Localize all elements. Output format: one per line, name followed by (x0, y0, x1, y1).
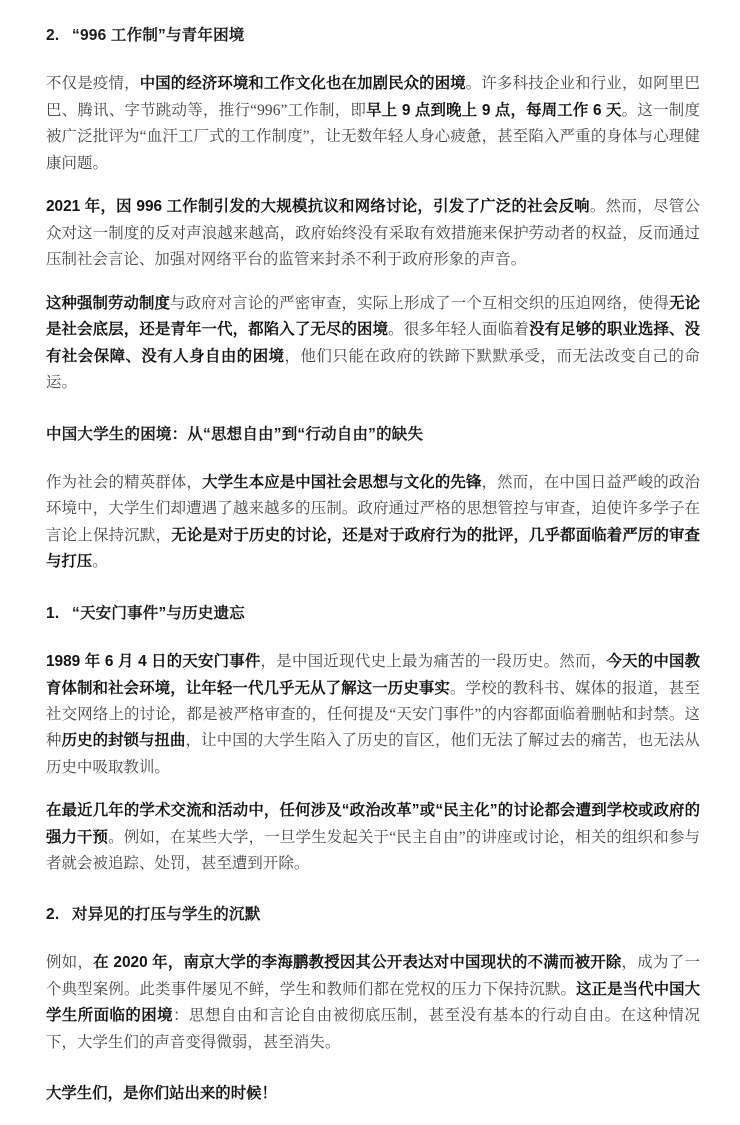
paragraph-2021-protest (46, 194, 700, 273)
text-run: 作为社会的精英群体， (46, 473, 203, 491)
paragraph-academic-interference (46, 798, 700, 877)
emphasis-run: 1989 年 6 月 4 日的天安门事件 (46, 653, 261, 671)
spacer (46, 397, 700, 423)
emphasis-run: 大学生本应是中国社会思想与文化的先锋 (202, 473, 482, 491)
section-heading-text: “996 工作制”与青年困境 (72, 27, 245, 44)
spacer (46, 446, 700, 470)
text-run: 。然而，尽管公众对这一制度的反对声浪越来越高，政府始终没有采取有效措施来保护劳动者的权益，反而通过压制社会言论、加强对网络平台的监管来封杀不利于政府形象的声音。 (46, 198, 701, 269)
text-run: ，成为了一个典型案例。此类事件屡见不鲜，学生和教师们都在党权的压力下保持沉默。 (46, 954, 700, 998)
text-run: 不仅是疫情， (46, 75, 140, 93)
emphasis-run: 2021 年，因 996 工作制引发的大规模抗议和网络讨论，引发了广泛的社会反响 (46, 198, 590, 216)
section-heading-text: “天安门事件”与历史遗忘 (72, 604, 245, 622)
text-run: 。这一制度被广泛批评为“血汗工厂式的工作制度”，让无数年轻人身心疲惫，甚至陷入严重的身体与心理健康问题。 (46, 101, 700, 172)
spacer (46, 177, 700, 194)
emphasis-run: 无论是社会底层，还是青年一代，都陷入了无尽的困境 (46, 294, 700, 339)
spacer (46, 1056, 700, 1081)
spacer (46, 878, 700, 903)
paragraph-forced-labor (46, 291, 700, 397)
text-run: ，然而，在中国日益严峻的政治环境中，大学生们却遭遇了越来越多的压制。政府通过严格的思想管控与审查，迫使许多学子在言论上保持沉默， (46, 473, 700, 544)
text-run: ，他们只能在政府的铁蹄下默默承受，而无法改变自己的命运。 (46, 347, 700, 392)
text-run: 与政府对言论的严密审查，实际上形成了一个互相交织的压迫网络，使得 (169, 294, 670, 312)
section-number: 2. (46, 905, 60, 923)
paragraph-1989-event (46, 649, 700, 781)
section-heading-tiananmen (46, 602, 700, 625)
emphasis-run: 在最近几年的学术交流和活动中，任何涉及“政治改革”或“民主化”的讨论都会遭到学校或政府的强力干预 (46, 802, 700, 846)
text-run: 。许多科技企业和行业，如阿里巴巴、腾讯、字节跳动等，推行“996”工作制，即 (46, 75, 700, 119)
closing-callout: 大学生们，是你们站出来的时候！ (46, 1085, 277, 1103)
spacer (46, 926, 700, 950)
spacer (46, 576, 700, 602)
emphasis-run: 在 2020 年，南京大学的李海鹏教授因其公开表达对中国现状的不满而被开除 (93, 954, 622, 972)
paragraph-elite-group (46, 470, 700, 576)
text-run: ，是中国近现代史上最为痛苦的一段历史。然而， (260, 653, 607, 671)
emphasis-run: 历史的封锁与扭曲 (61, 732, 186, 750)
emphasis-run: 这正是当代中国大学生所面临的困境 (46, 980, 700, 1025)
spacer (46, 274, 700, 291)
emphasis-run: 中国的经济环境和工作文化也在加剧民众的困境 (139, 75, 466, 93)
text-run: 例如， (46, 954, 94, 972)
emphasis-run: 没有足够的职业选择、没有社会保障、没有人身自由的困境 (46, 321, 700, 365)
spacer (46, 47, 700, 71)
paragraph-2020-case (46, 950, 700, 1056)
text-run: 。学校的教科书、媒体的报道，甚至社交网络上的讨论，都是被严格审查的，任何提及“天安门事件”的内容都面临着删帖和封禁。这种 (46, 679, 700, 750)
section-heading-996 (46, 24, 700, 47)
text-run: 。例如，在某些大学，一旦学生发起关于“民主自由”的讲座或讨论，相关的组织和参与者就会被追踪、处罚，甚至遭到开除。 (46, 828, 700, 873)
section-heading-dissent (46, 903, 700, 926)
text-run: 。 (92, 553, 108, 571)
document-body (46, 24, 700, 1108)
text-run: ：思想自由和言论自由被彻底压制，甚至没有基本的行动自由。在这种情况下，大学生们的声音变得微弱，甚至消失。 (46, 1007, 700, 1051)
emphasis-run: 今天的中国教育体制和社会环境，让年轻一代几乎无从了解这一历史事实 (46, 653, 700, 697)
section-heading-text: 对异见的打压与学生的沉默 (72, 905, 261, 923)
text-run: ，让中国的大学生陷入了历史的盲区，他们无法了解过去的痛苦，也无法从历史中吸取教训。 (46, 732, 700, 776)
section-heading-students: 中国大学生的困境：从“思想自由”到“行动自由”的缺失 (46, 425, 424, 443)
emphasis-run: 这种强制劳动制度 (46, 294, 170, 312)
section-number: 2. (46, 27, 60, 44)
section-number: 1. (46, 604, 60, 622)
spacer (46, 625, 700, 649)
emphasis-run: 早上 9 点到晚上 9 点，每周工作 6 天 (366, 101, 622, 119)
emphasis-run: 无论是对于历史的讨论，还是对于政府行为的批评，几乎都面临着严厉的审查与打压 (46, 526, 700, 571)
paragraph-996-intro (46, 71, 700, 177)
spacer (46, 781, 700, 798)
text-run: 。很多年轻人面临着 (388, 321, 530, 339)
